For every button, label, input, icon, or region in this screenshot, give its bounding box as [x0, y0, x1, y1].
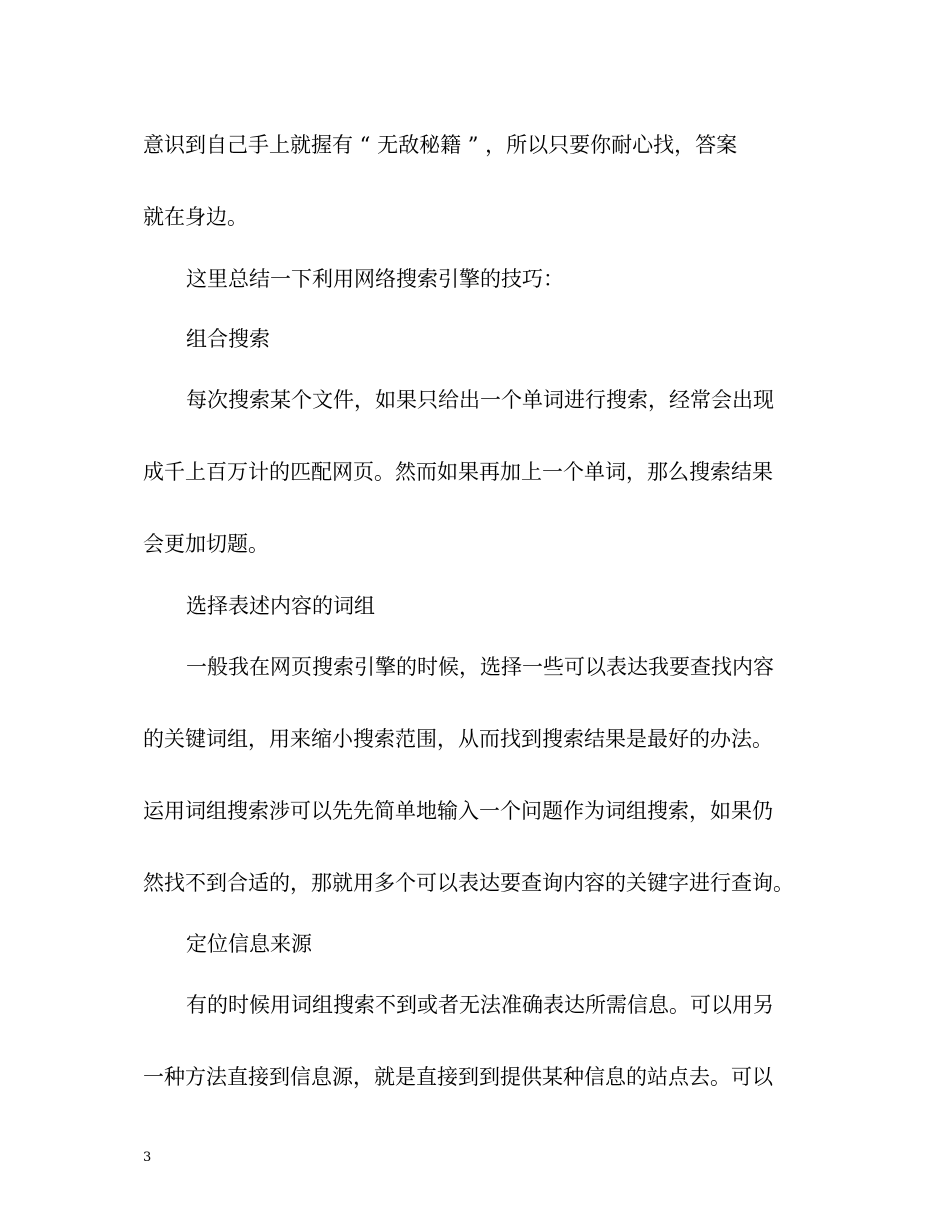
section-heading: 选择表述内容的词组 [186, 594, 375, 618]
paragraph-line: 一般我在网页搜索引擎的时候，选择一些可以表达我要查找内容 [186, 655, 774, 679]
paragraph-line: 有的时候用词组搜索不到或者无法准确表达所需信息。可以用另 [186, 993, 774, 1017]
page-number: 3 [143, 1150, 152, 1165]
paragraph-line: 的关键词组，用来缩小搜索范围，从而找到搜索结果是最好的办法。 [143, 727, 773, 751]
paragraph-line: 一种方法直接到信息源，就是直接到到提供某种信息的站点去。可以 [143, 1065, 773, 1089]
section-heading: 定位信息来源 [186, 932, 312, 956]
paragraph-line: 意识到自己手上就握有 “ 无敌秘籍 ” ，所以只要你耐心找，答案 [143, 133, 738, 157]
paragraph-line: 会更加切题。 [143, 532, 269, 556]
paragraph-line: 然找不到合适的，那就用多个可以表达要查询内容的关键字进行查询。 [143, 871, 794, 895]
paragraph-line: 运用词组搜索涉可以先先简单地输入一个问题作为词组搜索，如果仍 [143, 799, 773, 823]
section-heading: 组合搜索 [186, 327, 270, 351]
paragraph-line: 就在身边。 [143, 205, 248, 229]
paragraph-line: 这里总结一下利用网络搜索引擎的技巧： [186, 267, 564, 291]
paragraph-line: 每次搜索某个文件，如果只给出一个单词进行搜索，经常会出现 [186, 388, 774, 412]
paragraph-line: 成千上百万计的匹配网页。然而如果再加上一个单词，那么搜索结果 [143, 460, 773, 484]
